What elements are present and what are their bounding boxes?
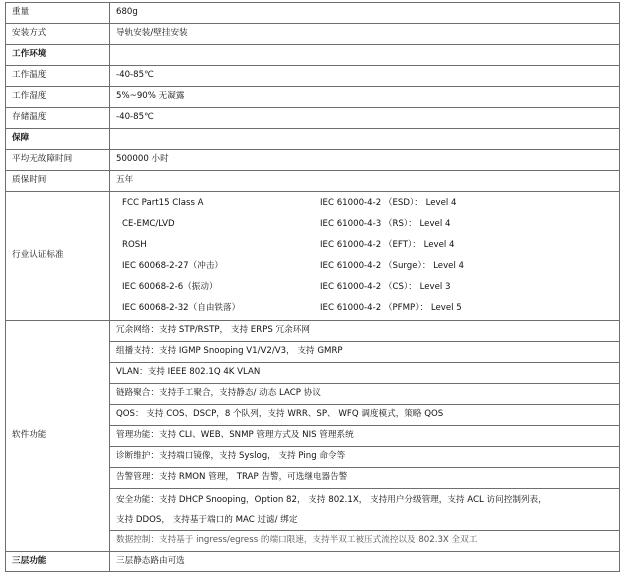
row-mtbf [6, 150, 620, 171]
work-humidity-value: 5%~90% 无凝露 [110, 87, 620, 108]
row-weight [6, 3, 620, 24]
software-label: 软件功能 [6, 321, 110, 552]
install-value: 导轨安装/壁挂安装 [110, 24, 620, 45]
software-item: VLAN：支持 IEEE 802.1Q 4K VLAN [110, 363, 620, 384]
layer3-label: 三层功能 [6, 552, 110, 572]
row-env-header [6, 45, 620, 66]
row-warranty-header [6, 129, 620, 150]
cert-right: IEC 61000-4-2 （CS）： Level 3 [320, 281, 451, 292]
software-item: 链路聚合：支持手工聚合，支持静态/ 动态 LACP 协议 [110, 384, 620, 405]
cert-right: IEC 61000-4-3 （RS）： Level 4 [320, 218, 451, 229]
storage-temp-label: 存储温度 [6, 108, 110, 129]
cert-left: CE-EMC/LVD [122, 218, 175, 229]
row-warranty [6, 171, 620, 192]
storage-temp-value: -40-85℃ [110, 108, 620, 129]
cert-left: IEC 60068-2-27（冲击） [122, 260, 224, 271]
cert-grid [116, 193, 613, 319]
row-work-temp [6, 66, 620, 87]
cert-values [110, 192, 620, 321]
weight-label: 重量 [6, 3, 110, 24]
mtbf-label: 平均无故障时间 [6, 150, 110, 171]
cert-right: IEC 61000-4-2 （Surge）： Level 4 [320, 260, 465, 271]
cert-label: 行业认证标准 [6, 192, 110, 321]
row-certification [6, 192, 620, 321]
software-data-control: 数据控制：支持基于 ingress/egress 的端口限速，支持半双工被压式流控以及 802.3X 全双工 [110, 531, 620, 552]
mtbf-value: 500000 小时 [110, 150, 620, 171]
warranty-section-header: 保障 [6, 129, 110, 150]
install-label: 安装方式 [6, 24, 110, 45]
warranty-value: 五年 [110, 171, 620, 192]
work-humidity-label: 工作湿度 [6, 87, 110, 108]
software-item: 冗余网络：支持 STP/RSTP， 支持 ERPS 冗余环网 [110, 321, 620, 342]
work-temp-label: 工作温度 [6, 66, 110, 87]
cert-right: IEC 61000-4-2 （PFMP）： Level 5 [320, 302, 462, 313]
cert-left: IEC 60068-2-6（振动） [122, 281, 218, 292]
cert-right: IEC 61000-4-2 （ESD）： Level 4 [320, 197, 457, 208]
cert-left: FCC Part15 Class A [122, 197, 204, 208]
work-temp-value: -40-85℃ [110, 66, 620, 87]
cert-left: ROSH [122, 239, 147, 250]
row-work-humidity [6, 87, 620, 108]
security-line-1: 安全功能：支持 DHCP Snooping，Option 82， 支持 802.1X， 支持用户分级管理，支持 ACL 访问控制列表， [116, 494, 547, 505]
software-item: QOS： 支持 COS、DSCP，8 个队列，支持 WRR、SP、 WFQ 调度模式，策略 QOS [110, 405, 620, 426]
env-header-empty [110, 45, 620, 66]
software-item: 告警管理：支持 RMON 管理， TRAP 告警，可选继电器告警 [110, 468, 620, 489]
software-item: 管理功能：支持 CLI、WEB、SNMP 管理方式及 NIS 管理系统 [110, 426, 620, 447]
software-item: 诊断维护：支持端口镜像，支持 Syslog， 支持 Ping 命令等 [110, 447, 620, 468]
warranty-header-empty [110, 129, 620, 150]
spec-table [5, 2, 620, 572]
row-software [6, 321, 620, 342]
row-layer3 [6, 552, 620, 572]
row-storage-temp [6, 108, 620, 129]
layer3-value: 三层静态路由可选 [110, 552, 620, 572]
weight-value: 680g [110, 3, 620, 24]
software-security [110, 489, 620, 531]
row-install [6, 24, 620, 45]
security-line-2: 支持 DDOS， 支持基于端口的 MAC 过滤/ 绑定 [116, 514, 298, 525]
cert-right: IEC 61000-4-2 （EFT）： Level 4 [320, 239, 455, 250]
software-item: 组播支持：支持 IGMP Snooping V1/V2/V3， 支持 GMRP [110, 342, 620, 363]
env-section-header: 工作环境 [6, 45, 110, 66]
cert-left: IEC 60068-2-32（自由铁落） [122, 302, 241, 313]
warranty-label: 质保时间 [6, 171, 110, 192]
